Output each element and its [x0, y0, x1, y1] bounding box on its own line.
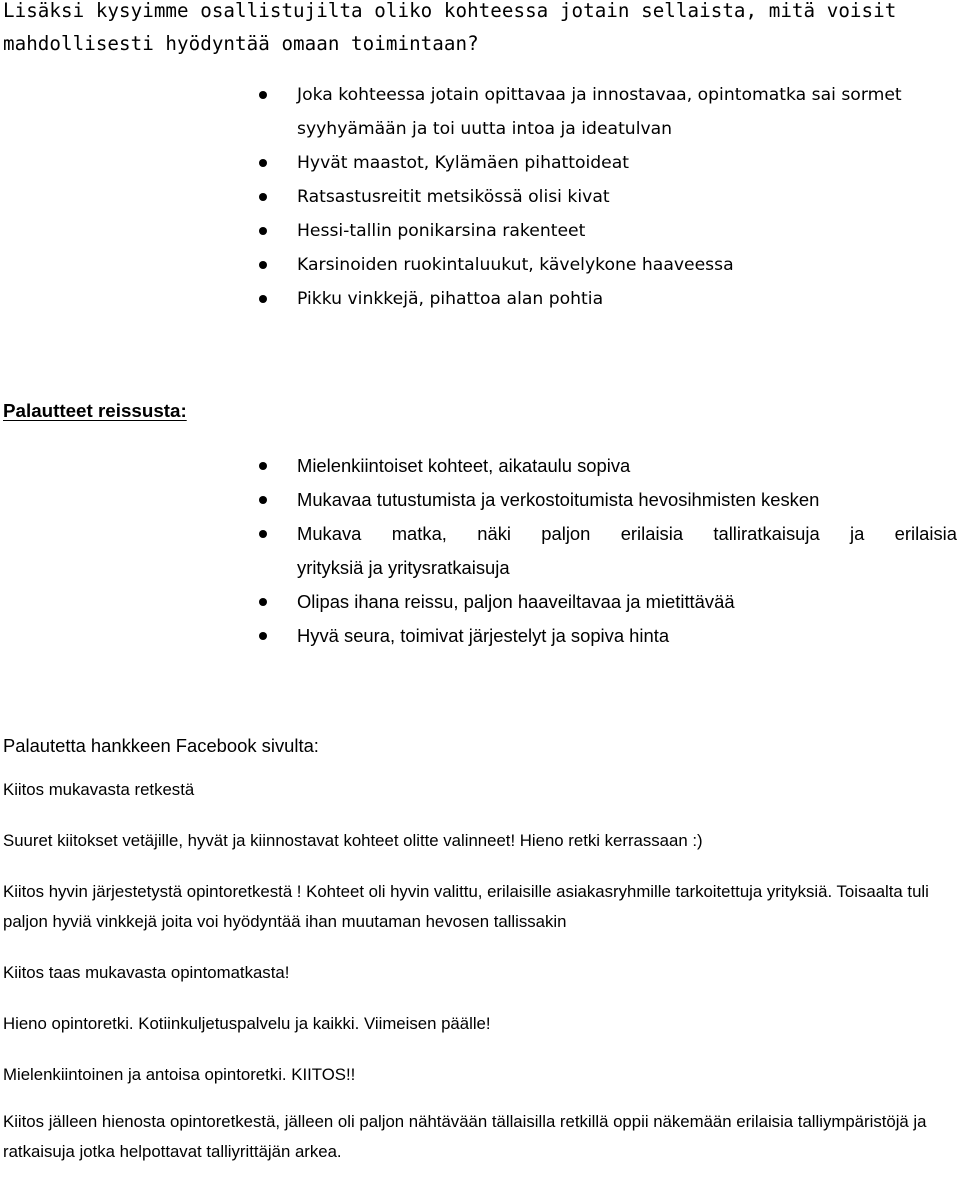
facebook-section-title: Palautetta hankkeen Facebook sivulta: [3, 735, 319, 756]
bullet-icon [259, 227, 267, 235]
list-item-text: Hyvät maastot, Kylämäen pihattoideat [297, 153, 630, 173]
list-item [0, 483, 957, 517]
list-item [0, 248, 920, 282]
list-item-text: Mukavaa tutustumista ja verkostoitumista hevosihmisten kesken [297, 489, 820, 510]
list-item-text: Ratsastusreitit metsikössä olisi kivat [297, 187, 610, 207]
facebook-comment: Hieno opintoretki. Kotiinkuljetuspalvelu ja kaikki. Viimeisen päälle! [3, 1014, 491, 1033]
bullet-icon [259, 530, 267, 538]
bullet-icon [259, 462, 267, 470]
list-item-text: Mukava matka, näki paljon erilaisia talliratkaisuja ja erilaisia [297, 523, 957, 544]
bullet-icon [259, 91, 267, 99]
list-item-text: Karsinoiden ruokintaluukut, kävelykone haaveessa [297, 255, 734, 275]
facebook-comment: Kiitos hyvin järjestetystä opintoretkestä ! Kohteet oli hyvin valittu, erilaisille asiakasryhmille tarkoitettuja yrityksiä. Toisaalta tuli paljon hyviä vinkkejä joita voi hyödyntää ihan muutaman hevosen tallissakin [3, 882, 929, 931]
feedback-list [0, 449, 957, 653]
list-item-text: Mielenkiintoiset kohteet, aikataulu sopiva [297, 455, 631, 476]
list-item [0, 146, 920, 180]
intro-paragraph: Lisäksi kysyimme osallistujilta oliko kohteessa jotain sellaista, mitä voisit mahdollisesti hyödyntää omaan toimintaan? [3, 0, 897, 55]
facebook-comment: Suuret kiitokset vetäjille, hyvät ja kiinnostavat kohteet olitte valinneet! Hieno retki kerrassaan :) [3, 831, 703, 850]
list-item [0, 449, 957, 483]
bullet-icon [259, 159, 267, 167]
list-item-text: Hyvä seura, toimivat järjestelyt ja sopiva hinta [297, 625, 670, 646]
bullet-icon [259, 632, 267, 640]
facebook-comment: Mielenkiintoinen ja antoisa opintoretki. KIITOS!! [3, 1065, 356, 1084]
facebook-comment: Kiitos taas mukavasta opintomatkasta! [3, 963, 290, 982]
facebook-feedback-section [3, 731, 958, 1188]
list-item-text: Hessi-tallin ponikarsina rakenteet [297, 221, 586, 241]
list-item [0, 78, 920, 146]
list-item [0, 517, 957, 585]
list-item-text: Joka kohteessa jotain opittavaa ja innostavaa, opintomatka sai sormet syyhyämään ja toi uutta intoa ja ideatulvan [297, 85, 902, 139]
list-item-text-continued: yrityksiä ja yritysratkaisuja [297, 557, 510, 578]
bullet-icon [259, 598, 267, 606]
bullet-icon [259, 295, 267, 303]
facebook-comment: Kiitos jälleen hienosta opintoretkestä, jälleen oli paljon nähtävään tällaisilla retkillä oppii näkemään erilaisia talliympäristöjä ja ratkaisuja jotka helpottavat talliyrittäjän arkea. [3, 1112, 927, 1161]
list-item-text: Olipas ihana reissu, paljon haaveiltavaa ja mietittävää [297, 591, 735, 612]
bullet-icon [259, 496, 267, 504]
list-item [0, 619, 957, 653]
list-item-text: Pikku vinkkejä, pihattoa alan pohtia [297, 289, 604, 309]
bullet-icon [259, 261, 267, 269]
facebook-comment: Kiitos mukavasta retkestä [3, 780, 195, 799]
list-item [0, 585, 957, 619]
list-item [0, 282, 920, 316]
bullet-icon [259, 193, 267, 201]
list-item [0, 214, 920, 248]
feedback-heading: Palautteet reissusta: [3, 400, 187, 421]
list-item [0, 180, 920, 214]
useful-ideas-list [0, 78, 920, 316]
